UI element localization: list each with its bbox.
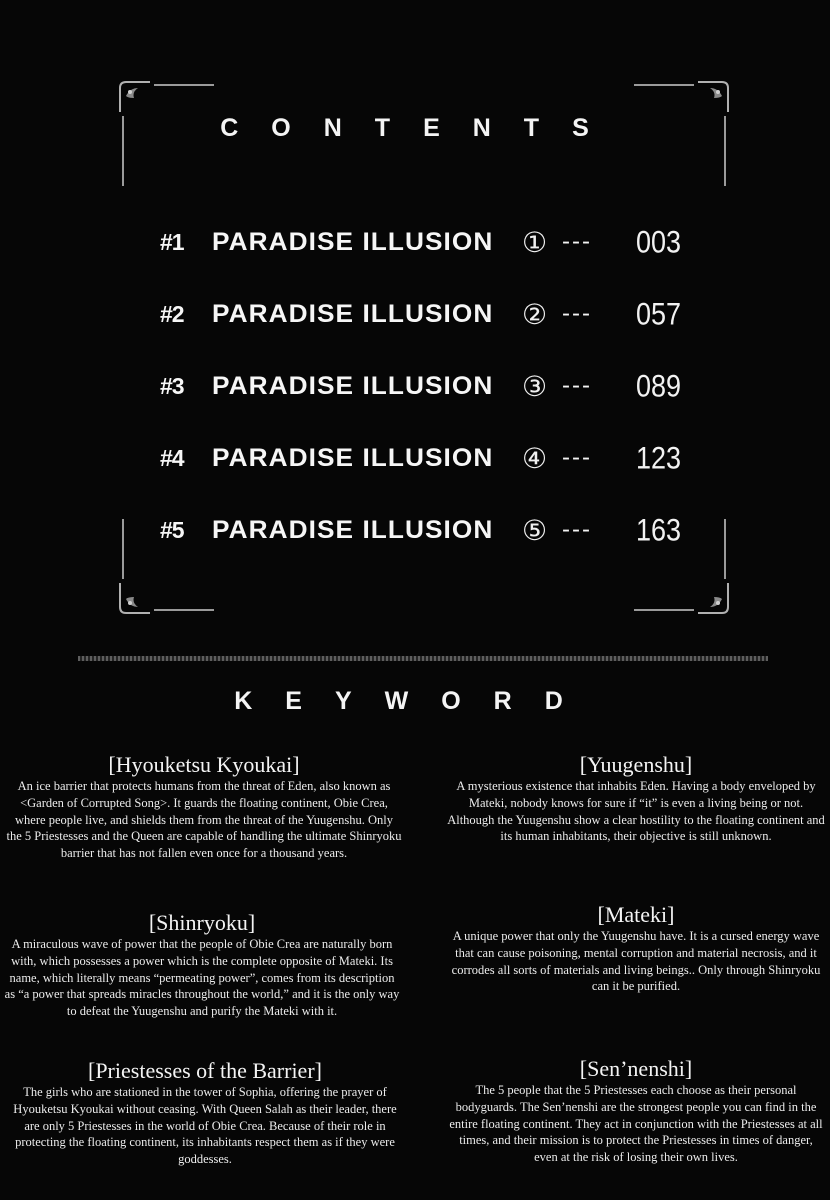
keyword-description: The girls who are stationed in the tower of Sophia, offering the prayer of Hyouketsu Kyoukai without ceasing. With Queen Salah as their leader, there are only 5 Priestesses in the world of Obie Crea. Because of their role in protecting the floating continent, its inhabitants respect them as if they were goddesses. <box>13 1085 397 1167</box>
toc-chapter-title: PARADISE ILLUSION <box>212 515 494 544</box>
toc-page-number: 089 <box>636 368 682 403</box>
toc-page-number: 123 <box>636 440 682 475</box>
keyword-term: [Mateki] <box>597 902 675 927</box>
toc-page-number: 057 <box>636 296 682 331</box>
frame-edge <box>154 84 214 86</box>
toc-chapter-title: PARADISE ILLUSION <box>212 371 494 400</box>
toc-chapter-number: #2 <box>160 300 184 327</box>
toc-page-number: 163 <box>636 512 682 547</box>
frame-edge <box>724 519 726 579</box>
toc-chapter-title: PARADISE ILLUSION <box>212 227 494 256</box>
keyword-term: [Hyouketsu Kyoukai] <box>108 752 300 777</box>
toc-chapter-title: PARADISE ILLUSION <box>212 299 494 328</box>
toc-chapter-number: #4 <box>160 444 184 471</box>
ornament-corner-bottom-right <box>696 581 730 615</box>
keyword-description: A mysterious existence that inhabits Eden. Having a body enveloped by Mateki, nobody knows for sure if “it” is even a living being or not. Although the Yuugenshu show a clear hostility to the floating continent and its human inhabitants, their objective is still unknown. <box>447 779 825 844</box>
toc-circled-number: ① <box>522 225 548 259</box>
toc-entry[interactable] <box>160 350 700 422</box>
toc-chapter-number: #5 <box>160 516 184 543</box>
toc-circled-number: ④ <box>522 441 548 475</box>
frame-edge <box>634 84 694 86</box>
toc-chapter-number: #1 <box>160 228 184 255</box>
keyword-term: [Priestesses of the Barrier] <box>88 1058 322 1083</box>
toc-circled-number: ⑤ <box>522 513 548 547</box>
keyword-description: A unique power that only the Yuugenshu have. It is a cursed energy wave that can cause poisoning, mental corruption and material necrosis, and it corrodes all sorts of materials and living beings.. Only through Shinryoku can it be purified. <box>451 929 821 994</box>
table-of-contents <box>160 206 700 566</box>
keyword-term: [Yuugenshu] <box>579 752 693 777</box>
toc-chapter-title: PARADISE ILLUSION <box>212 443 494 472</box>
keyword-entry <box>6 752 402 862</box>
keyword-term: [Shinryoku] <box>148 910 256 935</box>
keyword-entry <box>446 1056 826 1166</box>
keyword-term: [Sen’nenshi] <box>579 1056 693 1081</box>
ornament-corner-bottom-left <box>118 581 152 615</box>
frame-edge <box>634 609 694 611</box>
toc-entry[interactable] <box>160 206 700 278</box>
toc-page-number: 003 <box>636 224 682 259</box>
ornament-corner-top-left <box>118 80 152 114</box>
toc-dashes: --- <box>562 444 592 471</box>
toc-chapter-number: #3 <box>160 372 184 399</box>
toc-dashes: --- <box>562 516 592 543</box>
toc-entry[interactable] <box>160 278 700 350</box>
frame-edge <box>122 519 124 579</box>
keyword-entry <box>10 1058 400 1168</box>
toc-entry[interactable] <box>160 494 700 566</box>
keyword-heading: KEYWORD <box>234 687 596 715</box>
toc-circled-number: ② <box>522 297 548 331</box>
toc-entry[interactable] <box>160 422 700 494</box>
contents-heading: CONTENTS <box>220 114 622 142</box>
keyword-description: The 5 people that the 5 Priestesses each choose as their personal bodyguards. The Sen’nenshi are the strongest people you can find in the entire floating continent. They act in conjunction with the Priestesses at all times, and their mission is to protect the Priestesses in times of danger, even at the risk of losing their own lives. <box>449 1083 823 1165</box>
keyword-description: An ice barrier that protects humans from the threat of Eden, also known as <Garden of Corrupted Song>. It guards the floating continent, Obie Crea, where people live, and shields them from the threat of the Yuugenshu. Only the 5 Priestesses and the Queen are capable of handling the ultimate Shinryoku barrier that has not fallen even once for a thousand years. <box>6 779 402 861</box>
keyword-entry <box>446 902 826 995</box>
keyword-entry <box>4 910 400 1020</box>
section-divider <box>78 656 768 661</box>
ornament-corner-top-right <box>696 80 730 114</box>
toc-circled-number: ③ <box>522 369 548 403</box>
keyword-entry <box>446 752 826 845</box>
toc-dashes: --- <box>562 372 592 399</box>
keyword-description: A miraculous wave of power that the people of Obie Crea are naturally born with, which possesses a power which is the complete opposite of Mateki. Its name, which literally means “permeating power”, comes from its description as “a power that spreads miracles throughout the world,” and it is the only way to defeat the Yuugenshu and purify the Mateki with it. <box>4 937 400 1019</box>
frame-edge <box>154 609 214 611</box>
toc-dashes: --- <box>562 300 592 327</box>
toc-dashes: --- <box>562 228 592 255</box>
